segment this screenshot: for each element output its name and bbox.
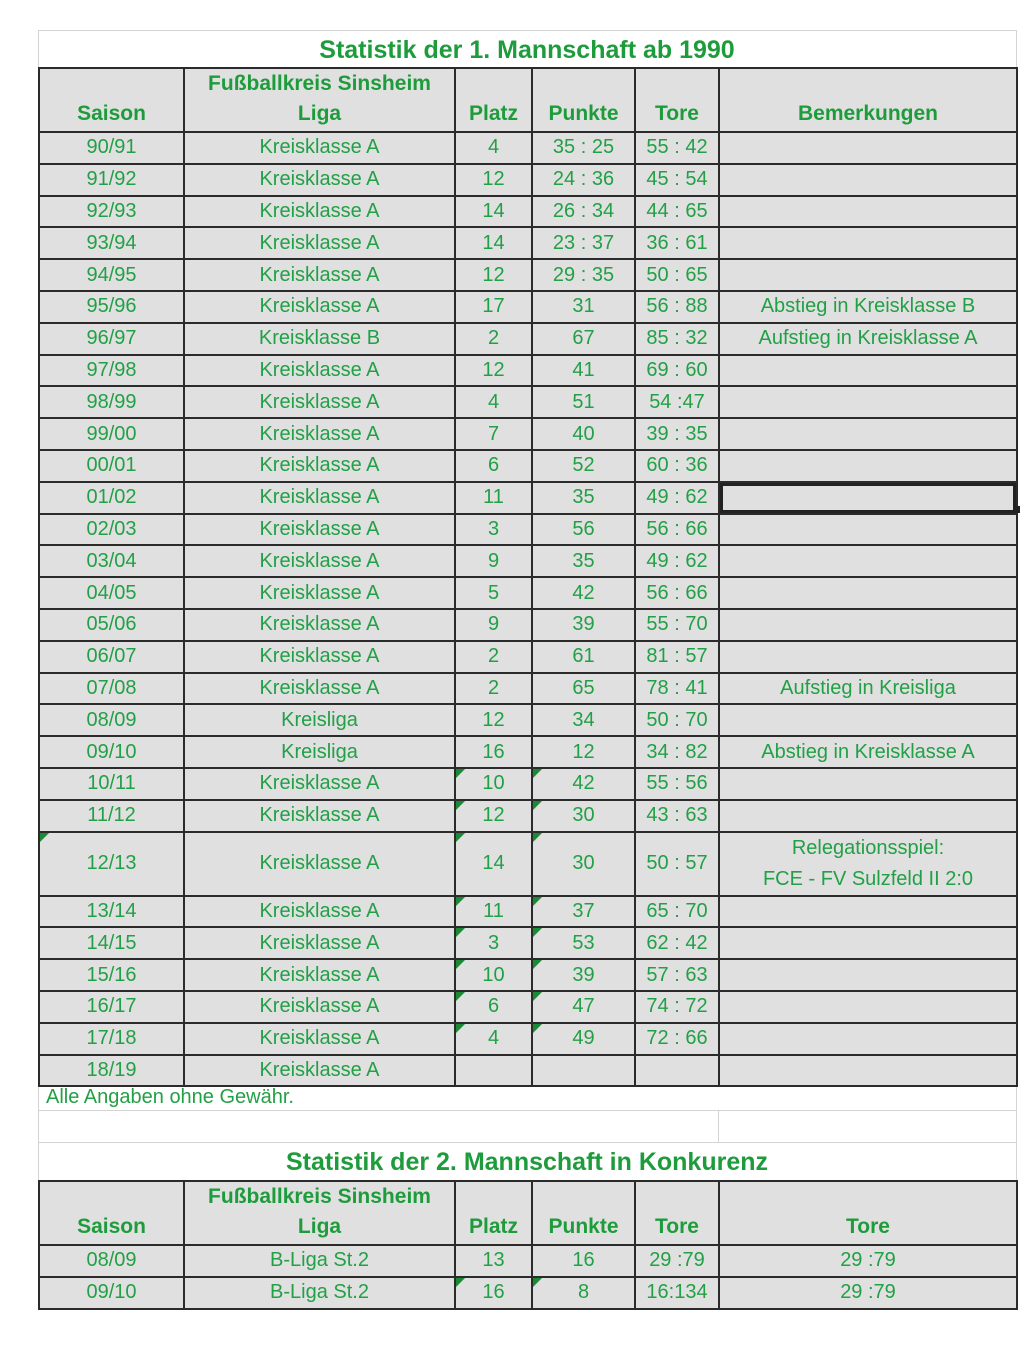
cell-liga[interactable]: Kreisklasse A — [184, 132, 455, 164]
table-row — [39, 927, 1017, 959]
cell-platz[interactable]: 16 — [455, 736, 532, 768]
table-row — [39, 164, 1017, 196]
cell-platz[interactable]: 11 — [455, 896, 532, 928]
cell-bem[interactable] — [719, 927, 1017, 959]
gridline — [38, 30, 1016, 31]
cell-bem[interactable] — [719, 196, 1017, 228]
cell-tore[interactable]: 57 : 63 — [635, 959, 719, 991]
cell-bem[interactable] — [719, 1023, 1017, 1055]
cell-punkte[interactable]: 26 : 34 — [532, 196, 635, 228]
cell-punkte[interactable]: 65 — [532, 673, 635, 705]
cell-liga[interactable]: Kreisklasse B — [184, 323, 455, 355]
cell-tore[interactable]: 78 : 41 — [635, 673, 719, 705]
header-saison[interactable]: Saison — [39, 1181, 184, 1245]
cell-saison[interactable]: 18/19 — [39, 1055, 184, 1087]
cell-tore[interactable]: 60 : 36 — [635, 450, 719, 482]
cell-punkte[interactable]: 34 — [532, 704, 635, 736]
cell-liga[interactable]: B-Liga St.2 — [184, 1245, 455, 1277]
cell-bem[interactable] — [719, 1055, 1017, 1087]
cell-punkte[interactable]: 67 — [532, 323, 635, 355]
cell-liga[interactable]: Kreisklasse A — [184, 641, 455, 673]
cell-saison[interactable]: 09/10 — [39, 736, 184, 768]
cell-punkte[interactable]: 53 — [532, 927, 635, 959]
disclaimer-note: Alle Angaben ohne Gewähr. — [46, 1086, 294, 1108]
cell-punkte[interactable]: 8 — [532, 1277, 635, 1309]
cell-liga[interactable]: Kreisklasse A — [184, 418, 455, 450]
cell-tore[interactable]: 69 : 60 — [635, 355, 719, 387]
cell-saison[interactable]: 92/93 — [39, 196, 184, 228]
cell-tore[interactable]: 56 : 66 — [635, 514, 719, 546]
cell-liga[interactable]: Kreisklasse A — [184, 514, 455, 546]
table-row — [39, 800, 1017, 832]
cell-tore[interactable]: 16:134 — [635, 1277, 719, 1309]
table-row — [39, 450, 1017, 482]
table-row — [39, 291, 1017, 323]
table-row — [39, 736, 1017, 768]
cell-saison[interactable]: 17/18 — [39, 1023, 184, 1055]
cell-punkte[interactable]: 49 — [532, 1023, 635, 1055]
cell-saison[interactable]: 06/07 — [39, 641, 184, 673]
cell-tore[interactable]: 49 : 62 — [635, 482, 719, 514]
header-tore[interactable]: Tore — [635, 68, 719, 132]
cell-platz[interactable]: 10 — [455, 959, 532, 991]
cell-liga[interactable]: Kreisklasse A — [184, 1055, 455, 1087]
header-tore-2[interactable]: Tore — [719, 1181, 1017, 1245]
cell-saison[interactable]: 97/98 — [39, 355, 184, 387]
table1-header-row — [39, 68, 1017, 132]
cell-platz[interactable]: 12 — [455, 259, 532, 291]
cell-bem[interactable] — [719, 545, 1017, 577]
cell-saison[interactable]: 07/08 — [39, 673, 184, 705]
cell-saison[interactable]: 04/05 — [39, 577, 184, 609]
table2-header-row — [39, 1181, 1017, 1245]
cell-bem[interactable] — [719, 704, 1017, 736]
table-row — [39, 132, 1017, 164]
cell-saison[interactable]: 09/10 — [39, 1277, 184, 1309]
cell-tore[interactable]: 65 : 70 — [635, 896, 719, 928]
header-platz[interactable]: Platz — [455, 68, 532, 132]
cell-platz[interactable]: 12 — [455, 355, 532, 387]
table2-second-team-stats — [38, 1180, 1018, 1310]
cell-saison[interactable]: 91/92 — [39, 164, 184, 196]
cell-tore[interactable]: 56 : 66 — [635, 577, 719, 609]
cell-bem[interactable]: Abstieg in Kreisklasse A — [719, 736, 1017, 768]
cell-punkte[interactable] — [532, 1055, 635, 1087]
table-row — [39, 227, 1017, 259]
table1-title: Statistik der 1. Mannschaft ab 1990 — [319, 36, 735, 64]
cell-liga[interactable]: Kreisklasse A — [184, 1023, 455, 1055]
cell-liga[interactable]: Kreisliga — [184, 704, 455, 736]
cell-saison[interactable]: 16/17 — [39, 991, 184, 1023]
cell-bem[interactable] — [719, 450, 1017, 482]
cell-platz[interactable]: 14 — [455, 227, 532, 259]
cell-bem[interactable] — [719, 768, 1017, 800]
cell-liga[interactable]: Kreisklasse A — [184, 196, 455, 228]
cell-liga[interactable]: Kreisklasse A — [184, 545, 455, 577]
cell-saison[interactable]: 11/12 — [39, 800, 184, 832]
cell-platz[interactable]: 2 — [455, 673, 532, 705]
cell-liga[interactable]: Kreisklasse A — [184, 959, 455, 991]
header-liga[interactable] — [184, 1181, 455, 1245]
cell-liga[interactable]: Kreisklasse A — [184, 450, 455, 482]
cell-tore[interactable]: 55 : 42 — [635, 132, 719, 164]
header-platz[interactable]: Platz — [455, 1181, 532, 1245]
cell-bem[interactable]: Abstieg in Kreisklasse B — [719, 291, 1017, 323]
table-row — [39, 577, 1017, 609]
header-saison[interactable]: Saison — [39, 68, 184, 132]
cell-punkte[interactable]: 39 — [532, 959, 635, 991]
table-row — [39, 1023, 1017, 1055]
table-row — [39, 641, 1017, 673]
cell-punkte[interactable]: 41 — [532, 355, 635, 387]
cell-liga[interactable]: Kreisklasse A — [184, 609, 455, 641]
header-liga-line1: Fußballkreis Sinsheim — [208, 1185, 431, 1208]
cell-tore[interactable]: 50 : 57 — [635, 832, 719, 896]
header-tore[interactable]: Tore — [635, 1181, 719, 1245]
cell-saison[interactable]: 98/99 — [39, 386, 184, 418]
cell-bem[interactable] — [719, 896, 1017, 928]
cell-platz[interactable] — [455, 1055, 532, 1087]
cell-tore[interactable]: 50 : 65 — [635, 259, 719, 291]
cell-saison[interactable]: 94/95 — [39, 259, 184, 291]
cell-saison[interactable]: 99/00 — [39, 418, 184, 450]
cell-tore[interactable]: 55 : 70 — [635, 609, 719, 641]
table-row — [39, 545, 1017, 577]
cell-punkte[interactable]: 37 — [532, 896, 635, 928]
cell-punkte[interactable]: 39 — [532, 609, 635, 641]
header-bemerkungen[interactable]: Bemerkungen — [719, 68, 1017, 132]
cell-punkte[interactable]: 61 — [532, 641, 635, 673]
cell-liga[interactable]: Kreisklasse A — [184, 355, 455, 387]
cell-liga[interactable]: Kreisklasse A — [184, 896, 455, 928]
cell-liga[interactable]: Kreisklasse A — [184, 991, 455, 1023]
gridline — [718, 1110, 719, 1142]
table-row — [39, 609, 1017, 641]
cell-saison[interactable]: 14/15 — [39, 927, 184, 959]
cell-liga[interactable]: Kreisklasse A — [184, 577, 455, 609]
gridline — [38, 1142, 1016, 1143]
table-row — [39, 196, 1017, 228]
table-row — [39, 514, 1017, 546]
cell-platz[interactable]: 12 — [455, 800, 532, 832]
cell-platz[interactable]: 6 — [455, 450, 532, 482]
cell-punkte[interactable]: 12 — [532, 736, 635, 768]
cell-bem[interactable] — [719, 959, 1017, 991]
cell-saison[interactable]: 90/91 — [39, 132, 184, 164]
cell-platz[interactable]: 9 — [455, 545, 532, 577]
cell-bem[interactable] — [719, 132, 1017, 164]
header-liga[interactable] — [184, 68, 455, 132]
cell-saison[interactable]: 15/16 — [39, 959, 184, 991]
cell-punkte[interactable]: 23 : 37 — [532, 227, 635, 259]
cell-punkte[interactable]: 52 — [532, 450, 635, 482]
cell-liga[interactable]: Kreisklasse A — [184, 927, 455, 959]
cell-bem-line1: Relegationsspiel: — [791, 836, 945, 859]
table-row — [39, 1277, 1017, 1309]
cell-tore[interactable]: 56 : 88 — [635, 291, 719, 323]
gridline — [38, 1110, 1016, 1111]
cell-punkte[interactable]: 56 — [532, 514, 635, 546]
cell-tore[interactable]: 49 : 62 — [635, 545, 719, 577]
cell-platz[interactable]: 7 — [455, 418, 532, 450]
cell-saison[interactable]: 95/96 — [39, 291, 184, 323]
cell-saison[interactable]: 10/11 — [39, 768, 184, 800]
cell-liga[interactable]: Kreisklasse A — [184, 768, 455, 800]
cell-punkte[interactable]: 30 — [532, 800, 635, 832]
cell-punkte[interactable]: 35 : 25 — [532, 132, 635, 164]
cell-platz[interactable]: 9 — [455, 609, 532, 641]
cell-bem[interactable] — [719, 418, 1017, 450]
selection-fill-handle[interactable] — [1013, 506, 1020, 513]
cell-tore[interactable]: 44 : 65 — [635, 196, 719, 228]
table-row — [39, 1245, 1017, 1277]
cell-platz[interactable]: 17 — [455, 291, 532, 323]
cell-saison[interactable]: 05/06 — [39, 609, 184, 641]
cell-platz[interactable]: 14 — [455, 196, 532, 228]
cell-saison[interactable]: 13/14 — [39, 896, 184, 928]
cell-liga[interactable]: Kreisklasse A — [184, 386, 455, 418]
cell-punkte[interactable]: 51 — [532, 386, 635, 418]
cell-punkte[interactable]: 29 : 35 — [532, 259, 635, 291]
cell-bem[interactable] — [719, 514, 1017, 546]
cell-saison[interactable]: 01/02 — [39, 482, 184, 514]
cell-bem[interactable] — [719, 482, 1017, 514]
cell-tore[interactable]: 34 : 82 — [635, 736, 719, 768]
cell-liga[interactable]: Kreisklasse A — [184, 291, 455, 323]
cell-platz[interactable]: 4 — [455, 132, 532, 164]
cell-platz[interactable]: 12 — [455, 164, 532, 196]
cell-punkte[interactable]: 31 — [532, 291, 635, 323]
cell-saison[interactable]: 08/09 — [39, 1245, 184, 1277]
cell-saison[interactable]: 08/09 — [39, 704, 184, 736]
cell-punkte[interactable]: 47 — [532, 991, 635, 1023]
cell-punkte[interactable]: 42 — [532, 768, 635, 800]
cell-platz[interactable]: 2 — [455, 641, 532, 673]
cell-tore[interactable]: 74 : 72 — [635, 991, 719, 1023]
cell-bem[interactable] — [719, 832, 1017, 896]
table-row — [39, 673, 1017, 705]
cell-liga[interactable]: Kreisklasse A — [184, 832, 455, 896]
cell-tore[interactable]: 39 : 35 — [635, 418, 719, 450]
cell-tore[interactable]: 43 : 63 — [635, 800, 719, 832]
cell-tore[interactable]: 54 :47 — [635, 386, 719, 418]
cell-platz[interactable]: 10 — [455, 768, 532, 800]
table-row — [39, 482, 1017, 514]
header-liga-line2: Liga — [297, 1215, 342, 1238]
cell-liga[interactable]: B-Liga St.2 — [184, 1277, 455, 1309]
cell-platz[interactable]: 16 — [455, 1277, 532, 1309]
cell-platz[interactable]: 12 — [455, 704, 532, 736]
header-punkte[interactable]: Punkte — [532, 1181, 635, 1245]
table-row — [39, 418, 1017, 450]
cell-bem[interactable] — [719, 164, 1017, 196]
table-row — [39, 704, 1017, 736]
cell-tore[interactable]: 62 : 42 — [635, 927, 719, 959]
table1-first-team-stats — [38, 67, 1018, 1087]
cell-platz[interactable]: 3 — [455, 514, 532, 546]
cell-saison[interactable]: 02/03 — [39, 514, 184, 546]
cell-bem[interactable] — [719, 259, 1017, 291]
cell-bem[interactable] — [719, 386, 1017, 418]
cell-bem[interactable]: 29 :79 — [719, 1277, 1017, 1309]
cell-platz[interactable]: 13 — [455, 1245, 532, 1277]
cell-tore[interactable]: 29 :79 — [635, 1245, 719, 1277]
table2-title: Statistik der 2. Mannschaft in Konkurenz — [285, 1148, 769, 1176]
cell-platz[interactable]: 5 — [455, 577, 532, 609]
cell-liga[interactable]: Kreisklasse A — [184, 673, 455, 705]
cell-platz[interactable]: 3 — [455, 927, 532, 959]
cell-platz[interactable]: 4 — [455, 1023, 532, 1055]
cell-bem[interactable]: Aufstieg in Kreisklasse A — [719, 323, 1017, 355]
cell-liga[interactable]: Kreisklasse A — [184, 227, 455, 259]
cell-liga[interactable]: Kreisklasse A — [184, 482, 455, 514]
cell-saison[interactable]: 03/04 — [39, 545, 184, 577]
cell-bem[interactable]: 29 :79 — [719, 1245, 1017, 1277]
cell-tore[interactable]: 45 : 54 — [635, 164, 719, 196]
table-row — [39, 896, 1017, 928]
cell-punkte[interactable]: 40 — [532, 418, 635, 450]
cell-saison[interactable]: 12/13 — [39, 832, 184, 896]
cell-bem[interactable]: Aufstieg in Kreisliga — [719, 673, 1017, 705]
cell-tore[interactable]: 72 : 66 — [635, 1023, 719, 1055]
table-row — [39, 259, 1017, 291]
cell-punkte[interactable]: 42 — [532, 577, 635, 609]
cell-punkte[interactable]: 24 : 36 — [532, 164, 635, 196]
cell-bem-line2: FCE - FV Sulzfeld II 2:0 — [762, 867, 974, 890]
table-row — [39, 355, 1017, 387]
cell-bem[interactable] — [719, 227, 1017, 259]
cell-platz[interactable]: 14 — [455, 832, 532, 896]
cell-saison[interactable]: 93/94 — [39, 227, 184, 259]
cell-platz[interactable]: 11 — [455, 482, 532, 514]
cell-platz[interactable]: 6 — [455, 991, 532, 1023]
cell-liga[interactable]: Kreisklasse A — [184, 800, 455, 832]
cell-bem[interactable] — [719, 800, 1017, 832]
cell-punkte[interactable]: 30 — [532, 832, 635, 896]
cell-liga[interactable]: Kreisliga — [184, 736, 455, 768]
table-row — [39, 991, 1017, 1023]
header-punkte[interactable]: Punkte — [532, 68, 635, 132]
table-row — [39, 323, 1017, 355]
cell-tore[interactable]: 36 : 61 — [635, 227, 719, 259]
cell-tore[interactable] — [635, 1055, 719, 1087]
table-row — [39, 832, 1017, 896]
cell-punkte[interactable]: 35 — [532, 545, 635, 577]
table-row — [39, 959, 1017, 991]
cell-bem[interactable] — [719, 991, 1017, 1023]
cell-bem[interactable] — [719, 355, 1017, 387]
cell-punkte[interactable]: 35 — [532, 482, 635, 514]
cell-bem[interactable] — [719, 609, 1017, 641]
cell-bem[interactable] — [719, 641, 1017, 673]
table-row — [39, 386, 1017, 418]
table-row — [39, 768, 1017, 800]
cell-liga[interactable]: Kreisklasse A — [184, 164, 455, 196]
cell-saison[interactable]: 00/01 — [39, 450, 184, 482]
cell-tore[interactable]: 81 : 57 — [635, 641, 719, 673]
cell-tore[interactable]: 50 : 70 — [635, 704, 719, 736]
cell-punkte[interactable]: 16 — [532, 1245, 635, 1277]
cell-tore[interactable]: 55 : 56 — [635, 768, 719, 800]
cell-liga[interactable]: Kreisklasse A — [184, 259, 455, 291]
cell-bem[interactable] — [719, 577, 1017, 609]
cell-saison[interactable]: 96/97 — [39, 323, 184, 355]
table-row — [39, 1055, 1017, 1087]
cell-platz[interactable]: 2 — [455, 323, 532, 355]
cell-tore[interactable]: 85 : 32 — [635, 323, 719, 355]
cell-platz[interactable]: 4 — [455, 386, 532, 418]
header-liga-line2: Liga — [297, 102, 342, 125]
header-liga-line1: Fußballkreis Sinsheim — [208, 72, 431, 95]
